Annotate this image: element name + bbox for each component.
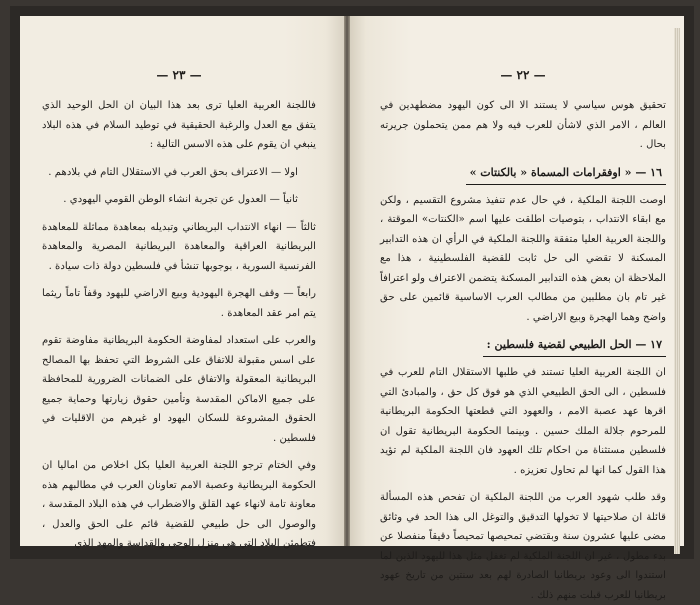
paragraph: اوصت اللجنة الملكية ، في حال عدم تنفيذ مشروع التقسيم ، ولكن مع ابقاء الانتداب ، بتوصيات اطلقت عليها اسم «الكنتات» الموقتة ، واللجنة العربية العليا متفقة واللجنة الملكية في الرأي ان هذه التدابير المسكنة لا تقضي الى حل ثابت للقضية الفلسطينية ، هذا مع الملاحظة ان بعض هذه التدابير المسكنة يتضمن الاعتراف ولو اعترافاً غير تام بان مطلبين من مطالب العرب الاساسية قائمين على حق واضح وهما الهجرة وبيع الاراضي . [380, 194, 666, 323]
paragraph: تحقيق هوس سياسي لا يستند الا الى كون اليهود مضطهدين في العالم ، الامر الذي لاشأن للعرب فيه ولا هم ممن يتحملون جريرته بحال . [380, 100, 666, 150]
section-heading [380, 163, 666, 185]
paragraph: رابعاً — وقف الهجرة اليهودية وبيع الاراضي لليهود وقفاً تاماً ريثما يتم امر عقد المعاهدة . [42, 288, 316, 319]
right-page [350, 16, 684, 601]
section-heading-text: ١٦ — « اوفقرامات المسماة « بالكنتات » [466, 163, 666, 185]
left-page [20, 16, 344, 549]
paragraph: وقد طلب شهود العرب من اللجنة الملكية ان تفحص هذه المسألة قائلة ان صلاحيتها لا تخولها التدقيق والتوغل الى هذا الحد في وثائق مضى عليها عشرون سنة وبقتضي تمحيصها تمحيصاً دقيقاً منفصلا عن بدء مطول ، غير ان اللجنة الملكية لم تغفل مثل هذا لليهود الذين لما استندوا الى وعود بريطانيا الصادرة لهم بعد سنتين من تاريخ عهود بريطانيا للعرب قبلت منهم ذلك . [380, 492, 666, 601]
page-edge [674, 28, 680, 554]
paragraph: ثالثاً — انهاء الانتداب البريطاني وتبديله بمعاهدة مماثلة للمعاهدة البريطانية العراقية والمعاهدة البريطانية المصرية والمعاهدة الفرنسية السورية ، بوجوبها تنشأ في فلسطين دولة ذات سيادة . [42, 221, 316, 272]
paragraph: ثانياً — العدول عن تجربة انشاء الوطن القومي اليهودي . [63, 194, 298, 205]
section-heading-text: ١٧ — الحل الطبيعي لقضية فلسطين : [483, 335, 666, 357]
section-heading [380, 335, 666, 357]
page-number-right: — ٢٢ — [500, 68, 546, 82]
paragraph: فاللجنة العربية العليا ترى بعد هذا البيان ان الحل الوحيد الذي يتفق مع العدل والرغبة الحقيقية في توطيد السلام في هذه البلاد ينبغي ان يقوم على هذه الاسس التالية : [42, 100, 316, 150]
paragraph: ان اللجنة العربية العليا تستند في طلبها الاستقلال التام للعرب في فلسطين ، الى الحق الطبيعي الذي هو فوق كل حق ، والمبادئ التي اقرها عهد عصبة الامم ، والعهود التي قطعتها الحكومة البريطانية للمرحوم جلالة الملك حسين . وبينما الحكومة البريطانية تقول ان فلسطين مستثناة من احكام تلك العهود فان اللجنة الملكية لم تؤيد هذا القول كما انها لم تحاول تعزيزه . [380, 367, 666, 476]
paragraph: وفي الختام ترجو اللجنة العربية العليا بكل اخلاص من اماليا ان الحكومة البريطانية وعصبة الامم تعاونان العرب في مطالبهم هذه معاونة تامة لانهاء عهد القلق والاضطراب في هذه البلاد المقدسة ، والوصول الى حل طبيعي للقضية قائم على الحق والعدل ، فتطمئن البلاد التي هي منزل الوحي والقداسة والمهد الذي [42, 460, 316, 549]
paragraph: والعرب على استعداد لمفاوضة الحكومة البريطانية مفاوضة تقوم على اسس مقبولة للاتفاق على الشروط التي تحفظ بها المصالح البريطانية المعقولة والاتفاق على الضمانات الضرورية للمحافظة على جميع الاماكن المقدسة وتأمين حقوق زيارتها وحماية جميع الحقوق المشروعة للسكان اليهود او غيرهم من الاقليات في فلسطين . [42, 335, 316, 444]
page-number-left: — ٢٣ — [156, 68, 202, 82]
book-spread [10, 6, 694, 601]
paragraph: اولا — الاعتراف بحق العرب في الاستقلال التام في بلادهم . [48, 166, 298, 178]
